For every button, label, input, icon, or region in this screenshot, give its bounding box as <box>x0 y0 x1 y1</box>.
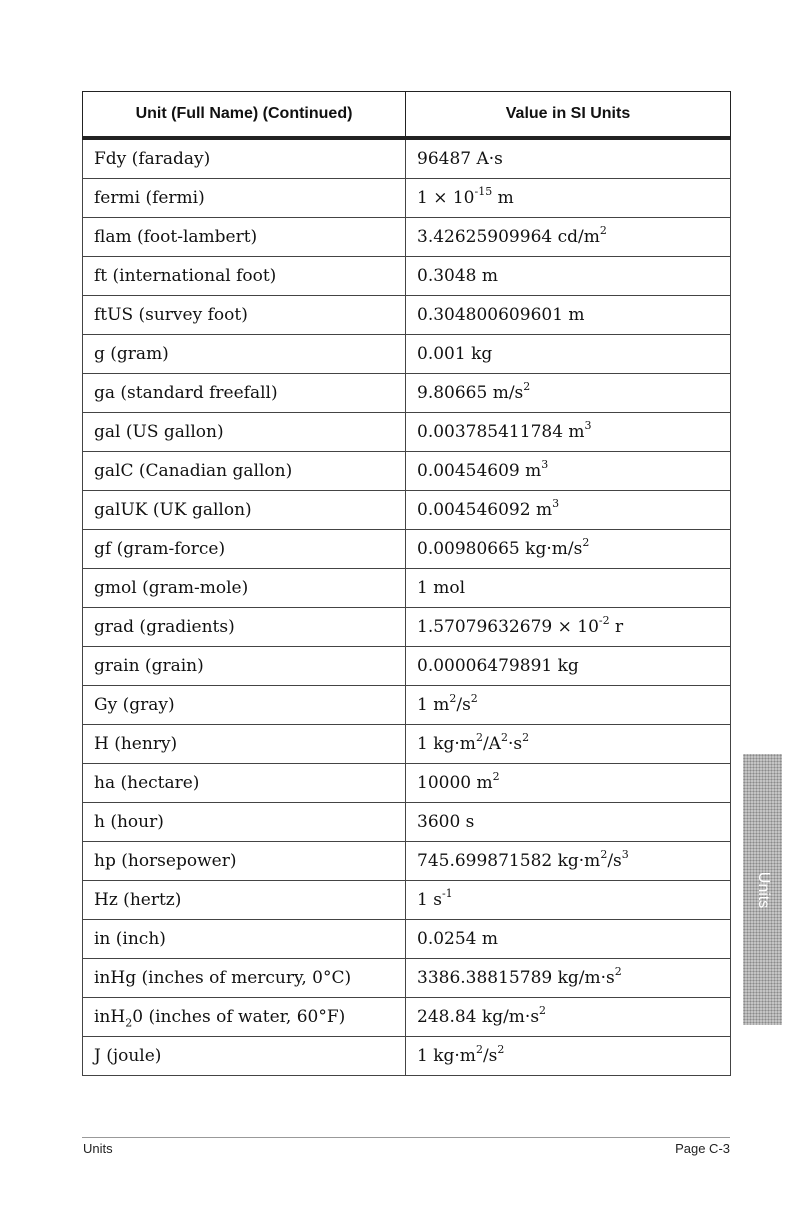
table-row <box>83 335 731 374</box>
value-cell: 10000 $m^2$ <box>406 764 731 803</box>
value-cell: 0.00454609 $m^3$ <box>406 452 731 491</box>
unit-cell: hp (horsepower) <box>83 842 406 881</box>
unit-cell: gf (gram-force) <box>83 530 406 569</box>
footer-page-number: Page C-3 <box>675 1141 730 1156</box>
table-row <box>83 803 731 842</box>
unit-cell: galUK (UK gallon) <box>83 491 406 530</box>
table-row <box>83 374 731 413</box>
value-cell: 1 $m^2/s^2$ <box>406 686 731 725</box>
unit-cell: gmol (gram-mole) <box>83 569 406 608</box>
value-cell: 9.80665 $m/s^2$ <box>406 374 731 413</box>
unit-cell: grad (gradients) <box>83 608 406 647</box>
table-row <box>83 296 731 335</box>
table-row <box>83 491 731 530</box>
value-cell: 3386.38815789 $kg/m\cdot s^2$ <box>406 959 731 998</box>
table-row <box>83 725 731 764</box>
value-cell: 0.00980665 $kg\cdot m/s^2$ <box>406 530 731 569</box>
value-cell: 1 $kg\cdot m^2/A^2\cdot s^2$ <box>406 725 731 764</box>
unit-cell: g (gram) <box>83 335 406 374</box>
footer-section-name: Units <box>83 1141 113 1156</box>
table-row <box>83 959 731 998</box>
value-cell: 3600 s <box>406 803 731 842</box>
side-tab-label: Units <box>754 871 772 908</box>
unit-cell: gal (US gallon) <box>83 413 406 452</box>
unit-cell: ha (hectare) <box>83 764 406 803</box>
unit-cell: in (inch) <box>83 920 406 959</box>
table-row <box>83 218 731 257</box>
unit-cell: inH$_2$0 (inches of water, 60°F) <box>83 998 406 1037</box>
value-cell: 0.3048 m <box>406 257 731 296</box>
unit-cell: flam (foot-lambert) <box>83 218 406 257</box>
value-cell: 3.42625909964 $cd/m^2$ <box>406 218 731 257</box>
table-row <box>83 452 731 491</box>
unit-cell: fermi (fermi) <box>83 179 406 218</box>
unit-cell: h (hour) <box>83 803 406 842</box>
value-cell: 1 $s^{-1}$ <box>406 881 731 920</box>
value-cell: 0.00006479891 kg <box>406 647 731 686</box>
table-row <box>83 881 731 920</box>
section-side-tab <box>743 754 782 1025</box>
value-cell: 0.004546092 $m^3$ <box>406 491 731 530</box>
unit-cell: ga (standard freefall) <box>83 374 406 413</box>
table-row <box>83 179 731 218</box>
unit-cell: Gy (gray) <box>83 686 406 725</box>
value-cell: 0.304800609601 m <box>406 296 731 335</box>
table-row <box>83 920 731 959</box>
table-row <box>83 686 731 725</box>
unit-cell: Hz (hertz) <box>83 881 406 920</box>
value-cell: 1 mol <box>406 569 731 608</box>
table-row <box>83 842 731 881</box>
unit-cell: inHg (inches of mercury, 0°C) <box>83 959 406 998</box>
value-cell: $1.57079632679 \times 10^{-2}$ r <box>406 608 731 647</box>
table-row <box>83 413 731 452</box>
value-cell: $1 \times 10^{-15}$ m <box>406 179 731 218</box>
unit-cell: galC (Canadian gallon) <box>83 452 406 491</box>
value-cell: 745.699871582 $kg\cdot m^2/s^3$ <box>406 842 731 881</box>
value-cell: 248.84 $kg/m\cdot s^2$ <box>406 998 731 1037</box>
value-column-header: Value in SI Units <box>406 92 731 139</box>
value-cell: 1 $kg\cdot m^2/s^2$ <box>406 1037 731 1076</box>
unit-cell: ftUS (survey foot) <box>83 296 406 335</box>
unit-cell: grain (grain) <box>83 647 406 686</box>
unit-column-header: Unit (Full Name) (Continued) <box>83 92 406 139</box>
table-body <box>83 138 731 1076</box>
table-header-row <box>83 92 731 139</box>
value-cell: 0.0254 m <box>406 920 731 959</box>
table-row <box>83 257 731 296</box>
unit-cell: J (joule) <box>83 1037 406 1076</box>
value-cell: 0.001 kg <box>406 335 731 374</box>
unit-cell: Fdy (faraday) <box>83 138 406 179</box>
value-cell: 96487 A·s <box>406 138 731 179</box>
units-table <box>82 91 731 1076</box>
table-row <box>83 530 731 569</box>
unit-cell: H (henry) <box>83 725 406 764</box>
table-row <box>83 998 731 1037</box>
table-row <box>83 569 731 608</box>
table-row <box>83 608 731 647</box>
footer-rule <box>82 1137 730 1138</box>
table-row <box>83 138 731 179</box>
unit-cell: ft (international foot) <box>83 257 406 296</box>
table-row <box>83 1037 731 1076</box>
value-cell: 0.003785411784 $m^3$ <box>406 413 731 452</box>
table-row <box>83 764 731 803</box>
table-row <box>83 647 731 686</box>
